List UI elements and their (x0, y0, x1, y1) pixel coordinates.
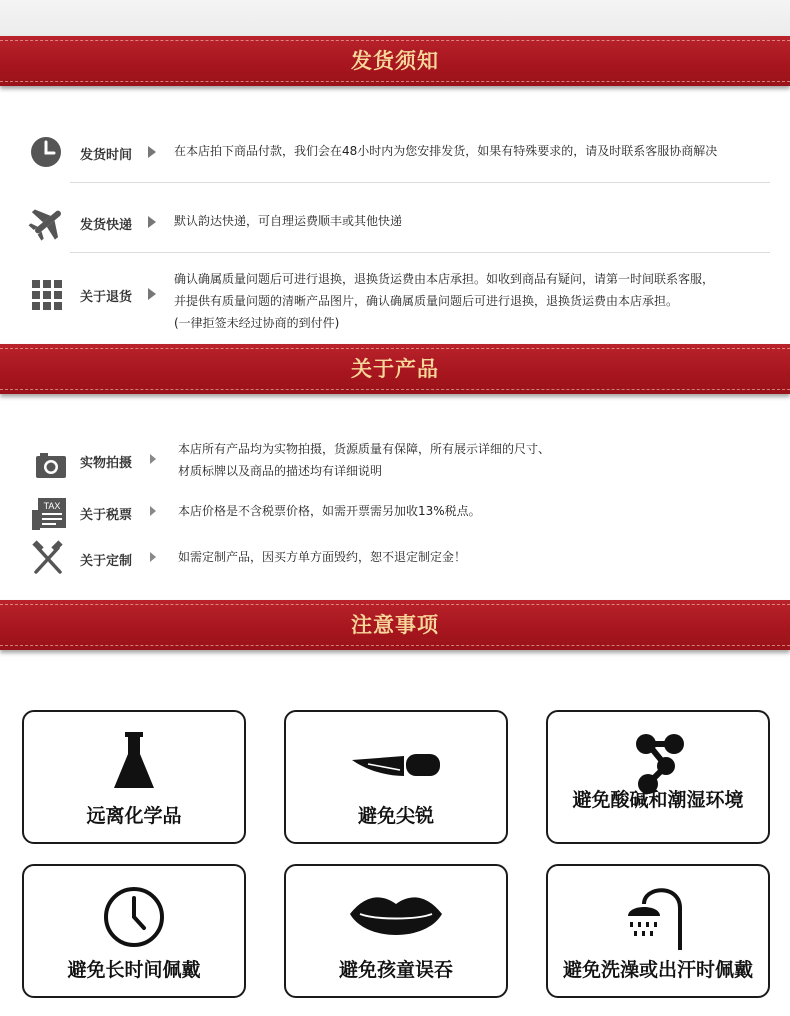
card-sharp (284, 710, 508, 844)
card-swallow (284, 864, 508, 998)
tax-icon-text: TAX (43, 501, 61, 511)
photo-label: 实物拍摄 (80, 456, 133, 471)
returns-row (28, 268, 772, 336)
photo-row (28, 440, 772, 486)
product-title: 关于产品 (351, 357, 439, 381)
camera-icon (32, 446, 72, 486)
card-label: 避免孩童误吞 (338, 959, 453, 981)
shipping-time-text: 在本店拍下商品付款，我们会在48小时内为您安排发货，如果有特殊要求的，请及时联系客服协商解决 (174, 144, 718, 158)
custom-text: 如需定制产品，因买方单方面毁约，恕不退定制定金！ (178, 550, 467, 564)
arrow-right-icon (150, 506, 156, 516)
tax-row (28, 496, 772, 530)
arrow-right-icon (148, 146, 156, 158)
shipping-time-label: 发货时间 (80, 148, 133, 163)
returns-text-line3: (一律拒签未经过协商的到付件) (174, 316, 340, 330)
shipping-express-label: 发货快递 (80, 218, 133, 233)
shipping-express-row (28, 202, 772, 242)
tax-receipt-icon (28, 496, 68, 536)
card-label: 避免洗澡或出汗时佩戴 (562, 959, 753, 981)
card-label: 避免酸碱和潮湿环境 (572, 789, 744, 811)
arrow-right-icon (150, 454, 156, 464)
card-label: 避免长时间佩戴 (67, 959, 201, 981)
shipping-title: 发货须知 (351, 49, 439, 73)
tools-icon (28, 540, 68, 580)
card-acid (546, 710, 770, 844)
tax-text: 本店价格是不含税票价格，如需开票需另加收13%税点。 (178, 504, 481, 518)
top-strip (0, 0, 790, 36)
card-shower (546, 864, 770, 998)
flask-icon (84, 730, 184, 796)
divider (70, 252, 770, 253)
shipping-express-text: 默认韵达快递，可自理运费顺丰或其他快递 (174, 214, 403, 228)
notes-banner (0, 600, 790, 650)
card-label: 避免尖锐 (357, 805, 434, 827)
divider (70, 182, 770, 183)
shower-icon (608, 884, 708, 950)
arrow-right-icon (150, 552, 156, 562)
notes-title: 注意事项 (351, 613, 439, 637)
returns-label: 关于退货 (80, 290, 133, 305)
airplane-icon (28, 202, 68, 242)
clock-icon (28, 134, 68, 174)
photo-text-line2: 材质标牌以及商品的描述均有详细说明 (178, 464, 383, 478)
shipping-banner (0, 36, 790, 86)
custom-row (28, 540, 772, 576)
returns-text-line2: 并提供有质量问题的清晰产品图片，确认确属质量问题后可进行退换，退换货运费由本店承担。 (174, 294, 679, 308)
tax-label: 关于税票 (80, 508, 133, 523)
custom-label: 关于定制 (80, 554, 133, 569)
card-chemicals (22, 710, 246, 844)
lips-icon (346, 884, 446, 950)
arrow-right-icon (148, 288, 156, 300)
product-banner (0, 344, 790, 394)
returns-text-line1: 确认确属质量问题后可进行退换，退换货运费由本店承担。如收到商品有疑问，请第一时间联系客服， (174, 272, 715, 286)
clock-icon (84, 884, 184, 950)
card-long-wear (22, 864, 246, 998)
arrow-right-icon (148, 216, 156, 228)
card-label: 远离化学品 (86, 805, 182, 827)
grid-icon (28, 276, 68, 316)
shipping-time-row (28, 134, 772, 174)
photo-text-line1: 本店所有产品均为实物拍摄，货源质量有保障，所有展示详细的尺寸、 (178, 442, 551, 456)
knife-icon (346, 730, 446, 796)
